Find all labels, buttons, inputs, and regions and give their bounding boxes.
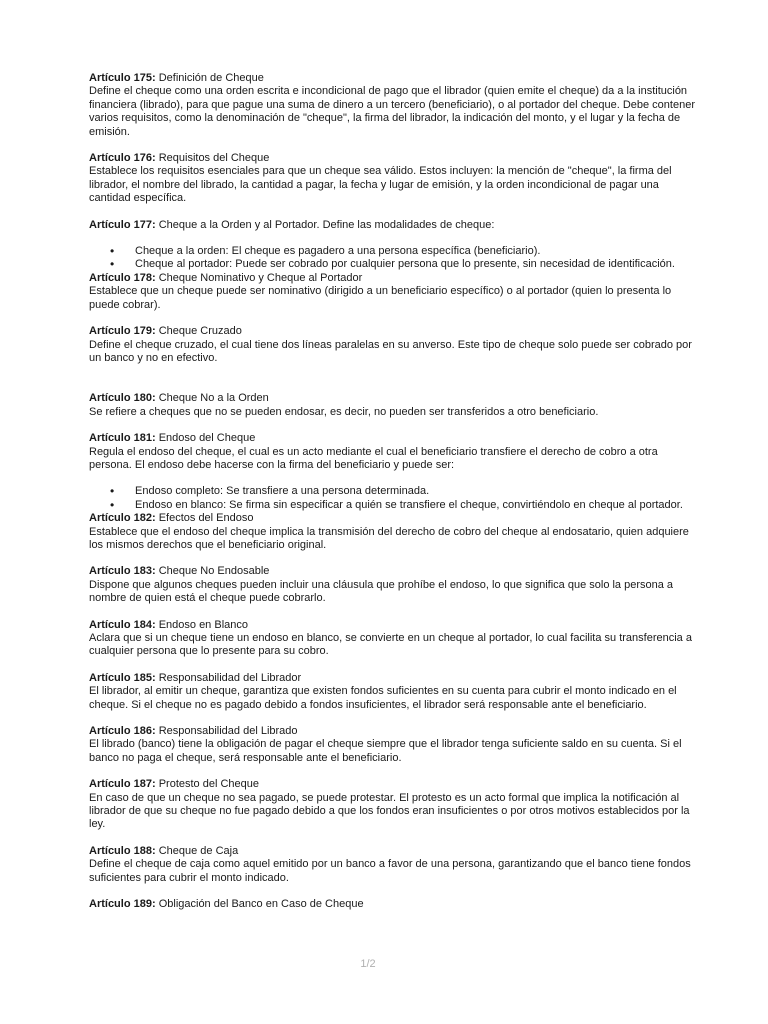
article-number: Artículo 178:	[89, 271, 156, 284]
page-number: 1/2	[360, 958, 376, 970]
article-186	[89, 725, 699, 765]
article-number: Artículo 185:	[89, 671, 156, 684]
list-item: • Endoso completo: Se transfiere a una persona determinada.	[89, 485, 699, 498]
article-body: En caso de que un cheque no sea pagado, se puede protestar. El protesto es un acto formal que implica la notificación al librador de que su cheque no fue pagado debido a que los fondos eran insuficientes o por otros motivos establecidos por la ley.	[89, 791, 690, 831]
article-title: Requisitos del Cheque	[158, 152, 270, 165]
article-title: Cheque Nominativo y Cheque al Portador	[158, 271, 363, 284]
article-185	[89, 672, 699, 712]
article-heading	[89, 392, 699, 405]
article-title: Cheque a la Orden y al Portador. Define las modalidades de cheque:	[158, 218, 495, 231]
article-body: Establece que un cheque puede ser nominativo (dirigido a un beneficiario específico) o al portador (quien lo presenta lo puede cobrar).	[89, 285, 672, 311]
article-number: Artículo 181:	[89, 432, 156, 445]
article-number: Artículo 177:	[89, 218, 156, 231]
article-number: Artículo 182:	[89, 512, 156, 525]
article-177	[89, 219, 699, 272]
article-title: Cheque de Caja	[158, 844, 239, 857]
list-item: • Endoso en blanco: Se firma sin especificar a quién se transfiere el cheque, convirtiéndolo en cheque al portador.	[89, 499, 699, 512]
article-heading	[89, 72, 699, 85]
article-heading	[89, 619, 699, 632]
article-number: Artículo 179:	[89, 325, 156, 338]
article-heading	[89, 725, 699, 738]
article-179	[89, 325, 699, 365]
article-title: Definición de Cheque	[158, 72, 264, 84]
article-number: Artículo 176:	[89, 152, 156, 165]
article-body: El librado (banco) tiene la obligación de pagar el cheque siempre que el librador tenga suficiente saldo en su cuenta. Si el banco no paga el cheque, será responsable ante el beneficiario.	[89, 738, 682, 764]
article-number: Artículo 189:	[89, 898, 156, 911]
list-item: • Cheque al portador: Puede ser cobrado por cualquier persona que lo presente, sin necesidad de identificación.	[89, 258, 699, 271]
article-187	[89, 778, 699, 832]
article-number: Artículo 175:	[89, 72, 156, 84]
article-183	[89, 565, 699, 605]
article-title: Responsabilidad del Librado	[158, 725, 298, 738]
article-178	[89, 272, 699, 312]
article-body: El librador, al emitir un cheque, garantiza que existen fondos suficientes en su cuenta para cubrir el monto indicado en el cheque. Si el cheque no es pagado debido a fondos insuficientes, el librador será responsable ante el beneficiario.	[89, 685, 677, 711]
bullet-list	[89, 485, 699, 512]
article-title: Cheque No Endosable	[158, 565, 270, 578]
article-176	[89, 152, 699, 206]
article-heading	[89, 845, 699, 858]
article-title: Obligación del Banco en Caso de Cheque	[158, 898, 364, 911]
article-heading	[89, 778, 699, 791]
list-item: • Cheque a la orden: El cheque es pagadero a una persona específica (beneficiario).	[89, 245, 699, 258]
article-188	[89, 845, 699, 885]
article-number: Artículo 180:	[89, 392, 156, 405]
article-number: Artículo 188:	[89, 844, 156, 857]
article-180	[89, 392, 699, 419]
article-number: Artículo 186:	[89, 725, 156, 738]
article-heading	[89, 152, 699, 165]
article-heading	[89, 325, 699, 338]
article-title: Protesto del Cheque	[158, 778, 259, 791]
article-body: Define el cheque de caja como aquel emitido por un banco a favor de una persona, garantizando que el banco tiene fondos suficientes para cubrir el monto indicado.	[89, 858, 691, 884]
article-body: Aclara que si un cheque tiene un endoso en blanco, se convierte en un cheque al portador, lo cual facilita su transferencia a cualquier persona que lo presente para su cobro.	[89, 632, 692, 658]
article-heading	[89, 272, 699, 285]
article-body: Define el cheque cruzado, el cual tiene dos líneas paralelas en su anverso. Este tipo de cheque solo puede ser cobrado por un banco y no en efectivo.	[89, 338, 692, 364]
article-heading	[89, 565, 699, 578]
article-182	[89, 512, 699, 552]
article-body: Define el cheque como una orden escrita e incondicional de pago que el librador (quien emite el cheque) da a la institución financiera (librado), para que pague una suma de dinero a un tercero (beneficiario), o al portador del cheque. Debe contener varios requisitos, como la denominación de "cheque", la firma del librador, la indicación del monto, y el lugar y la fecha de emisión.	[89, 85, 695, 138]
article-title: Cheque Cruzado	[158, 325, 242, 338]
article-body: Dispone que algunos cheques pueden incluir una cláusula que prohíbe el endoso, lo que significa que solo la persona a nombre de quien está el cheque puede cobrarlo.	[89, 578, 674, 605]
article-175	[89, 72, 699, 139]
article-heading	[89, 898, 699, 911]
article-title: Efectos del Endoso	[158, 512, 254, 525]
article-number: Artículo 183:	[89, 565, 156, 578]
article-number: Artículo 187:	[89, 778, 156, 791]
article-heading	[89, 672, 699, 685]
article-title: Responsabilidad del Librador	[158, 671, 302, 684]
article-body: Regula el endoso del cheque, el cual es un acto mediante el cual el beneficiario transfiere el derecho de cobro a otra persona. El endoso debe hacerse con la firma del beneficiario y puede ser:	[89, 445, 658, 471]
article-body: Establece que el endoso del cheque implica la transmisión del derecho de cobro del cheque al endosatario, quien adquiere los mismos derechos que el beneficiario original.	[89, 525, 689, 551]
article-title: Endoso del Cheque	[158, 432, 256, 445]
article-181	[89, 432, 699, 512]
article-body: Establece los requisitos esenciales para que un cheque sea válido. Estos incluyen: la mención de "cheque", la firma del librador, el nombre del librado, la cantidad a pagar, la fecha y lugar de emisión, y la orden incondicional de pagar una cantidad específica.	[89, 165, 672, 205]
article-184	[89, 619, 699, 659]
article-title: Endoso en Blanco	[158, 618, 248, 631]
article-number: Artículo 184:	[89, 618, 156, 631]
article-heading	[89, 432, 699, 445]
article-body: Se refiere a cheques que no se pueden endosar, es decir, no pueden ser transferidos a otro beneficiario.	[89, 405, 599, 418]
article-heading	[89, 219, 699, 232]
document-body	[89, 72, 699, 912]
article-189	[89, 898, 699, 911]
bullet-list	[89, 245, 699, 272]
article-heading	[89, 512, 699, 525]
article-title: Cheque No a la Orden	[158, 392, 269, 405]
